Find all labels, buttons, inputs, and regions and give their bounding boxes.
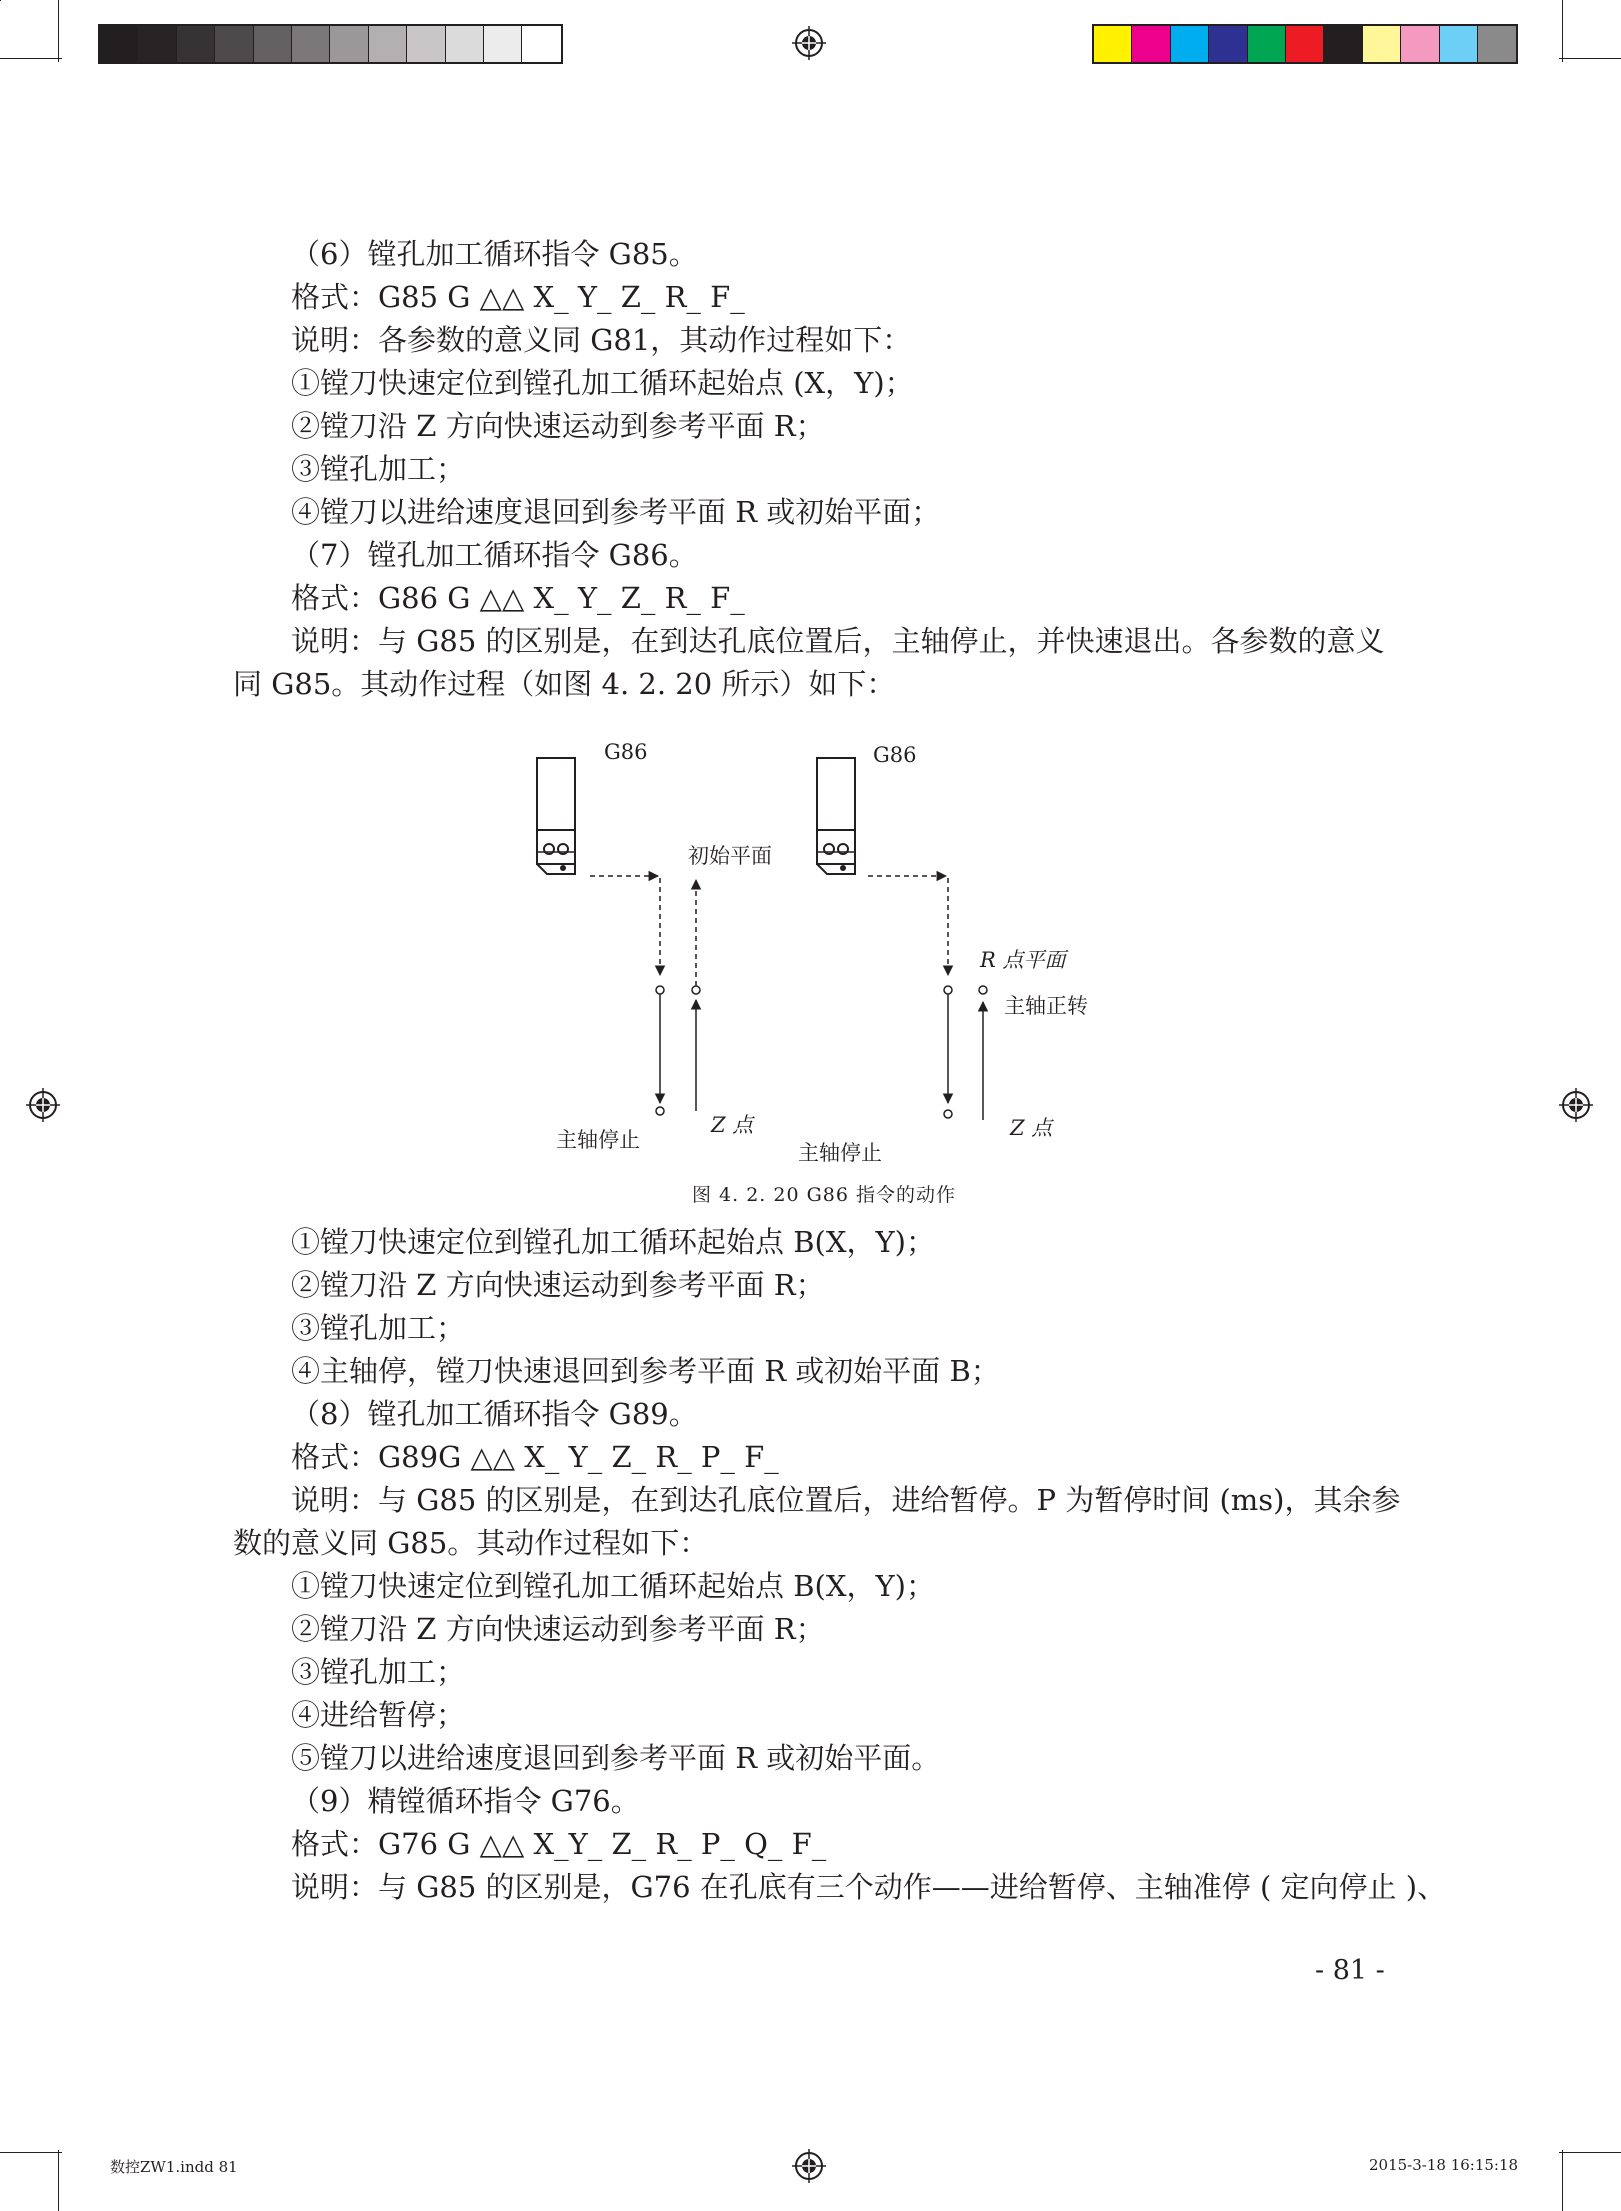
description-line: 说明：与 G85 的区别是，在到达孔底位置后，主轴停止，并快速退出。各参数的意义 [291, 624, 1385, 658]
format-line-g85: 格式：G85 G △△ X_ Y_ Z_ R_ F_ [291, 280, 745, 314]
step-line: ②镗刀沿 Z 方向快速运动到参考平面 R； [291, 1268, 825, 1302]
description-line: 说明：与 G85 的区别是，在到达孔底位置后，进给暂停。P 为暂停时间 (ms)，其余参 [291, 1483, 1401, 1517]
print-timestamp: 2015-3-18 16:15:18 [1369, 2156, 1519, 2174]
format-line-g86: 格式：G86 G △△ X_ Y_ Z_ R_ F_ [291, 581, 745, 615]
step-line: ①镗刀快速定位到镗孔加工循环起始点 B(X，Y)； [291, 1569, 935, 1603]
step-line: ④主轴停，镗刀快速退回到参考平面 R 或初始平面 B； [291, 1354, 1000, 1388]
boring-tool-right-icon [817, 758, 855, 874]
step-line: ④进给暂停； [291, 1698, 466, 1732]
description-line: 同 G85。其动作过程（如图 4. 2. 20 所示）如下： [233, 667, 896, 701]
registration-mark-icon [792, 2149, 826, 2183]
file-slug: 数控ZW1.indd 81 [110, 2158, 238, 2176]
step-line: ③镗孔加工； [291, 452, 466, 486]
spindle-stop-left-label: 主轴停止 [556, 1128, 640, 1152]
format-line-g76: 格式：G76 G △△ X_Y_ Z_ R_ P_ Q_ F_ [291, 1827, 827, 1861]
section-heading-g76: （9）精镗循环指令 G76。 [291, 1784, 640, 1818]
figure-left-title: G86 [604, 740, 648, 764]
step-line: ②镗刀沿 Z 方向快速运动到参考平面 R； [291, 1612, 825, 1646]
r-plane-label: R 点平面 [980, 948, 1066, 972]
step-line: ③镗孔加工； [291, 1655, 466, 1689]
spindle-stop-right-label: 主轴停止 [798, 1141, 882, 1165]
step-line: ①镗刀快速定位到镗孔加工循环起始点 B(X，Y)； [291, 1225, 935, 1259]
crop-mark-br-v [1562, 2150, 1563, 2211]
initial-plane-label: 初始平面 [688, 844, 772, 868]
step-line: ①镗刀快速定位到镗孔加工循环起始点 (X，Y)； [291, 366, 914, 400]
section-heading-g86: （7）镗孔加工循环指令 G86。 [291, 538, 698, 572]
section-heading-g85: （6）镗孔加工循环指令 G85。 [291, 237, 698, 271]
z-point-right-label: Z 点 [1010, 1116, 1053, 1140]
crop-mark-br-h [1559, 2152, 1621, 2153]
section-heading-g89: （8）镗孔加工循环指令 G89。 [291, 1397, 698, 1431]
step-line: ③镗孔加工； [291, 1311, 466, 1345]
crop-mark-bl-h [0, 2152, 62, 2153]
crop-mark-bl-v [58, 2150, 59, 2211]
step-line: ②镗刀沿 Z 方向快速运动到参考平面 R； [291, 409, 825, 443]
format-line-g89: 格式：G89G △△ X_ Y_ Z_ R_ P_ F_ [291, 1440, 779, 1474]
step-line: ④镗刀以进给速度退回到参考平面 R 或初始平面； [291, 495, 941, 529]
description-line: 说明：与 G85 的区别是，G76 在孔底有三个动作——进给暂停、主轴准停 ( 定向停止 )、 [291, 1870, 1447, 1904]
description-line: 说明：各参数的意义同 G81，其动作过程如下： [291, 323, 912, 357]
spindle-forward-label: 主轴正转 [1004, 994, 1088, 1018]
figure-caption: 图 4. 2. 20 G86 指令的动作 [692, 1184, 956, 1206]
step-line: ⑤镗刀以进给速度退回到参考平面 R 或初始平面。 [291, 1741, 941, 1775]
boring-tool-left-icon [537, 758, 575, 874]
z-point-left-label: Z 点 [711, 1113, 754, 1137]
description-line: 数的意义同 G85。其动作过程如下： [233, 1526, 709, 1560]
page-number: - 81 - [1315, 1955, 1385, 1986]
figure-right-title: G86 [873, 743, 917, 767]
